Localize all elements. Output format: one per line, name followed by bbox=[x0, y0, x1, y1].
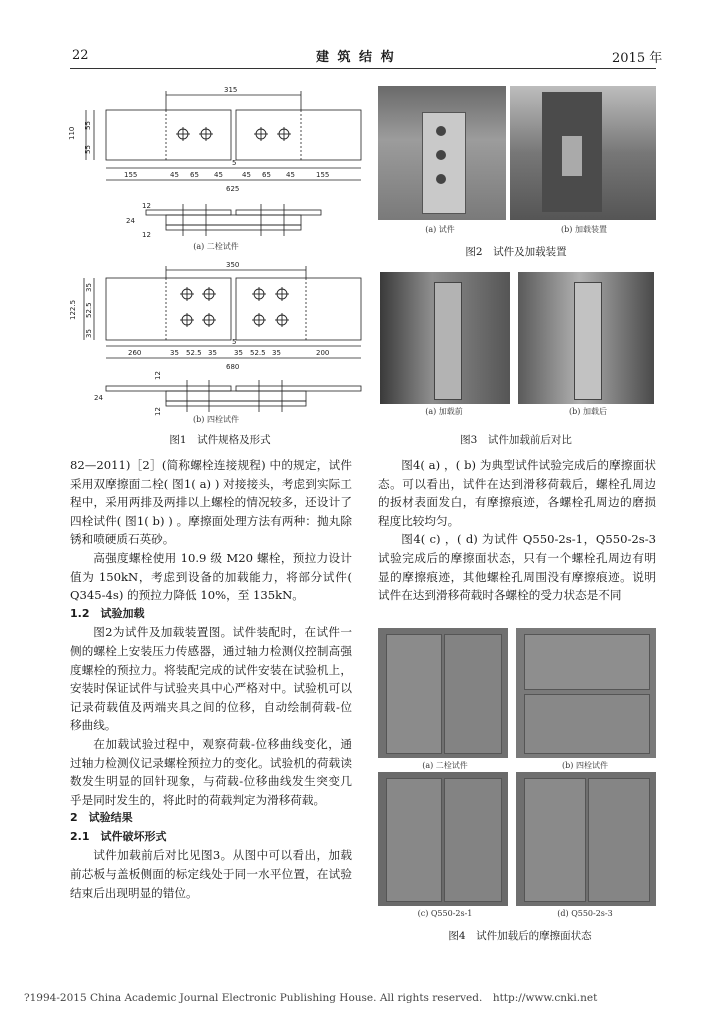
dim-b-vert-0: 122.5 bbox=[69, 299, 77, 320]
fig4-photo-d bbox=[516, 772, 656, 906]
fig2-sub-a: (a) 试件 bbox=[425, 225, 455, 234]
right-para-2: 图4( c) ，( d) 为试件 Q550-2s-1，Q550-2s-3 试验完成后的摩擦面状态，只有一个螺栓孔周边有明显的摩擦痕迹，其他螺栓孔周围没有摩擦痕迹。说明试件在达到滑移荷载时各螺栓的受力状态是不同 bbox=[378, 532, 656, 603]
dim-b-b0: 260 bbox=[128, 349, 142, 357]
dim-a-b2: 65 bbox=[190, 171, 199, 179]
fig2-caption: 图2 试件及加载装置 bbox=[465, 246, 567, 258]
dim-a-vert-0: 110 bbox=[68, 126, 76, 140]
dim-b-total: 680 bbox=[226, 363, 240, 371]
dim-a-gap: 5 bbox=[232, 159, 237, 167]
dim-b-vert-2: 52.5 bbox=[85, 302, 93, 318]
fig1-sub-b: (b) 四栓试件 bbox=[193, 415, 239, 424]
section-2-heading: 2 试验结果 bbox=[70, 811, 133, 825]
dim-b-side-1: 24 bbox=[94, 394, 103, 402]
page-number: 22 bbox=[72, 48, 89, 63]
dim-b-vert-1: 35 bbox=[85, 283, 93, 292]
fig4-photo-c bbox=[378, 772, 508, 906]
dim-b-side-0: 12 bbox=[154, 371, 162, 380]
right-para-1: 图4( a) ，( b) 为典型试件试验完成后的摩擦面状态。可以看出，试件在达到滑移荷载后，螺栓孔周边的扳材表面发白，有摩擦痕迹，各螺栓孔周边的磨损程度比较均匀。 bbox=[378, 458, 656, 528]
dim-b-b2: 52.5 bbox=[186, 349, 202, 357]
journal-title: 建 筑 结 构 bbox=[316, 50, 396, 65]
fig4-sub-b: (b) 四栓试件 bbox=[562, 761, 608, 770]
dim-b-side-2: 12 bbox=[154, 407, 162, 416]
fig2-photo-a bbox=[378, 86, 506, 220]
fig3-sub-b: (b) 加载后 bbox=[569, 407, 607, 416]
dim-a-vert-2: 55 bbox=[84, 145, 92, 154]
dim-b-b7: 200 bbox=[316, 349, 330, 357]
dim-b-b1: 35 bbox=[170, 349, 179, 357]
fig2-photo-b bbox=[510, 86, 656, 220]
dim-a-side-1: 24 bbox=[126, 217, 135, 225]
section-1-2-heading: 1.2 试验加载 bbox=[70, 606, 145, 620]
left-para-2: 高强度螺栓使用 10.9 级 M20 螺栓，预拉力设计值为 150kN，考虑到设备的加载能力，将部分试件( Q345-4s) 的预拉力降低 10%，至 135kN。 bbox=[70, 550, 352, 603]
dim-a-b5: 65 bbox=[262, 171, 271, 179]
header-rule bbox=[70, 68, 656, 69]
fig4-photo-b bbox=[516, 628, 656, 758]
fig1-caption: 图1 试件规格及形式 bbox=[169, 434, 271, 446]
dim-a-total: 625 bbox=[226, 185, 240, 193]
dim-b-b5: 52.5 bbox=[250, 349, 266, 357]
left-para-4: 在加载试验过程中，观察荷载-位移曲线变化，通过轴力检测仪记录螺栓预拉力的变化。试验机的荷载读数发生明显的回针现象，与荷载-位移曲线发生突变几乎是同时发生的，将此时的荷载判定为滑移荷载。 bbox=[70, 736, 352, 807]
left-para-3: 图2为试件及加载装置图。试件装配时，在试件一侧的螺栓上安装压力传感器，通过轴力检测仪控制高强度螺栓的预拉力。将装配完成的试件安装在试验机上，安装时保证试件与试验夹具中心严格对中。试验机可以记录荷载值及两端夹具之间的位移，自动绘制荷载-位移曲线。 bbox=[70, 625, 352, 733]
fig3-photo-b bbox=[518, 272, 654, 404]
figure-1-drawing bbox=[66, 80, 366, 450]
dim-a-b1: 45 bbox=[170, 171, 179, 179]
journal-year: 2015 年 bbox=[612, 51, 663, 66]
fig3-caption: 图3 试件加载前后对比 bbox=[460, 434, 572, 446]
fig4-sub-c: (c) Q550-2s-1 bbox=[417, 909, 473, 918]
dim-a-b4: 45 bbox=[242, 171, 251, 179]
copyright-footer: ?1994-2015 China Academic Journal Electronic Publishing House. All rights reserved. http://www.cnki.net bbox=[24, 992, 598, 1004]
dim-a-b0: 155 bbox=[124, 171, 138, 179]
dim-b-vert-3: 35 bbox=[85, 329, 93, 338]
fig4-sub-d: (d) Q550-2s-3 bbox=[557, 909, 613, 918]
left-column-text bbox=[70, 456, 352, 902]
fig2-sub-b: (b) 加载装置 bbox=[561, 225, 607, 234]
dim-b-b6: 35 bbox=[272, 349, 281, 357]
dim-b-top: 350 bbox=[226, 261, 240, 269]
fig1-sub-a: (a) 二栓试件 bbox=[193, 242, 239, 251]
dim-b-b3: 35 bbox=[208, 349, 217, 357]
fig3-photo-a bbox=[380, 272, 510, 404]
right-column-text bbox=[378, 456, 656, 605]
dim-a-side-0: 12 bbox=[142, 202, 151, 210]
dim-b-b4: 35 bbox=[234, 349, 243, 357]
fig4-caption: 图4 试件加载后的摩擦面状态 bbox=[448, 930, 592, 942]
dim-a-b6: 45 bbox=[286, 171, 295, 179]
dim-a-side-2: 12 bbox=[142, 231, 151, 239]
fig4-sub-a: (a) 二栓试件 bbox=[422, 761, 468, 770]
dim-a-vert-1: 55 bbox=[84, 121, 92, 130]
dim-a-b7: 155 bbox=[316, 171, 330, 179]
left-para-1: 82—2011)［2］(简称螺栓连接规程) 中的规定，试件采用双摩擦面二栓( 图1( a) ) 对接接头，考虑到实际工程中，采用两排及两排以上螺栓的情况较多，还设计了四栓试件( 图1( b) ) 。摩擦面处理方法有两种：抛丸除锈和喷硬质石英砂。 bbox=[70, 458, 352, 547]
left-para-5: 试件加载前后对比见图3。从图中可以看出，加载前芯板与盖板侧面的标定线处于同一水平位置，在试验结束后出现明显的错位。 bbox=[70, 848, 352, 900]
fig4-photo-a bbox=[378, 628, 508, 758]
section-2-1-heading: 2.1 试件破坏形式 bbox=[70, 829, 167, 843]
dim-a-b3: 45 bbox=[214, 171, 223, 179]
dim-b-gap: 5 bbox=[232, 338, 237, 346]
dim-a-top: 315 bbox=[224, 86, 238, 94]
fig3-sub-a: (a) 加载前 bbox=[425, 407, 463, 416]
